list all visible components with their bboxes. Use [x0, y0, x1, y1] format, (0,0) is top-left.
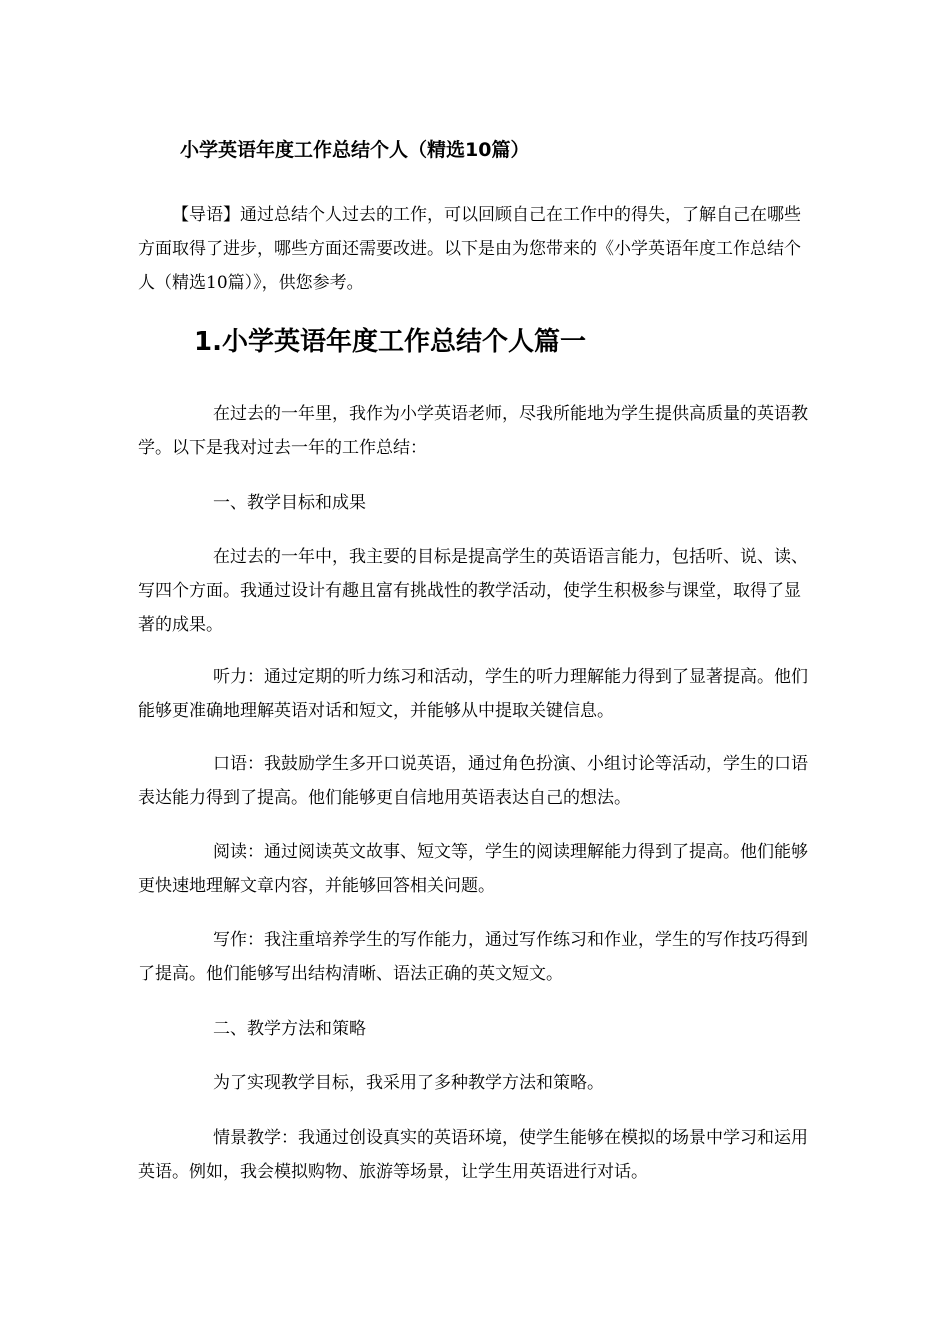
body-paragraph: 情景教学：我通过创设真实的英语环境，使学生能够在模拟的场景中学习和运用英语。例如，我会模拟购物、旅游等场景，让学生用英语进行对话。	[138, 1128, 808, 1182]
body-paragraph: 阅读：通过阅读英文故事、短文等，学生的阅读理解能力得到了提高。他们能够更快速地理解文章内容，并能够回答相关问题。	[138, 842, 808, 896]
body-paragraph: 在过去的一年里，我作为小学英语老师，尽我所能地为学生提供高质量的英语教学。以下是我对过去一年的工作总结：	[138, 404, 808, 458]
subheading-paragraph: 一、教学目标和成果	[213, 493, 366, 513]
intro-paragraph: 【导语】通过总结个人过去的工作，可以回顾自己在工作中的得失，了解自己在哪些方面取得了进步，哪些方面还需要改进。以下是由为您带来的《小学英语年度工作总结个人（精选10篇）》，供您参考。	[138, 205, 801, 293]
subheading-paragraph: 二、教学方法和策略	[213, 1019, 366, 1039]
document-title: 小学英语年度工作总结个人（精选10篇）	[180, 139, 530, 161]
body-paragraph: 写作：我注重培养学生的写作能力，通过写作练习和作业，学生的写作技巧得到了提高。他们能够写出结构清晰、语法正确的英文短文。	[138, 930, 808, 984]
section-heading: 1.小学英语年度工作总结个人篇一	[194, 327, 586, 357]
body-paragraph: 口语：我鼓励学生多开口说英语，通过角色扮演、小组讨论等活动，学生的口语表达能力得到了提高。他们能够更自信地用英语表达自己的想法。	[138, 754, 808, 808]
body-paragraph: 听力：通过定期的听力练习和活动，学生的听力理解能力得到了显著提高。他们能够更准确地理解英语对话和短文，并能够从中提取关键信息。	[138, 667, 808, 721]
body-paragraph: 在过去的一年中，我主要的目标是提高学生的英语语言能力，包括听、说、读、写四个方面。我通过设计有趣且富有挑战性的教学活动，使学生积极参与课堂，取得了显著的成果。	[138, 547, 808, 635]
body-paragraph: 为了实现教学目标，我采用了多种教学方法和策略。	[213, 1073, 604, 1093]
